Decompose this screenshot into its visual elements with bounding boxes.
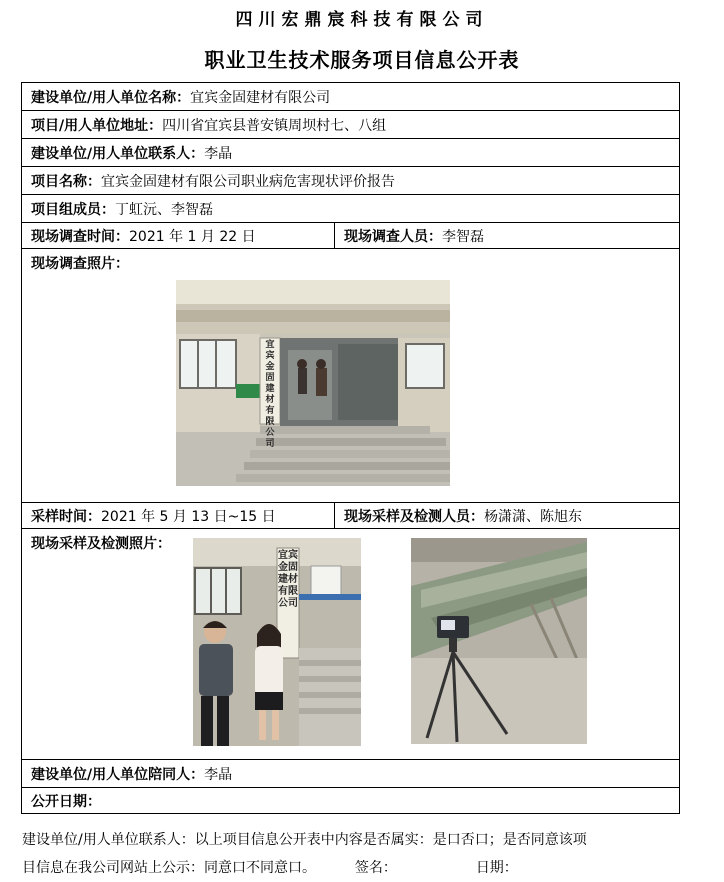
survey-time-value: 2021 年 1 月 22 日 [129, 228, 256, 245]
survey-photo [176, 280, 450, 486]
members-value: 丁虹沅、李智磊 [115, 201, 213, 218]
date-label: 日期： [475, 860, 518, 876]
publish-date-label: 公开日期： [31, 793, 101, 810]
employer-name-label: 建设单位/用人单位名称： [31, 89, 191, 106]
survey-staff-label: 现场调查人员： [344, 228, 442, 245]
staff-at-entrance-image [193, 538, 361, 746]
table-row [22, 139, 680, 167]
signature-label: 签名： [354, 860, 397, 876]
sampling-staff-label: 现场采样及检测人员： [344, 508, 484, 525]
sampling-tripod-image [411, 538, 587, 744]
confirmation-note [22, 826, 702, 882]
sign-text: 宜宾金固建材有限公司 [278, 550, 298, 609]
contact-value: 李晶 [204, 145, 233, 162]
table-row [22, 249, 680, 503]
sampling-staff-value: 杨潇潇、陈旭东 [484, 508, 582, 525]
project-name-label: 项目名称： [31, 173, 101, 190]
sampling-staff-photo [193, 538, 361, 746]
sign-text: 宜宾金固建材有限公司 [265, 340, 275, 449]
table-row [22, 167, 680, 195]
survey-staff-cell [335, 223, 680, 249]
employer-name-cell [22, 83, 680, 111]
employer-name-value: 宜宾金固建材有限公司 [190, 89, 331, 106]
survey-photo-label: 现场调查照片： [31, 256, 129, 272]
project-name-cell [22, 167, 680, 195]
address-cell [22, 111, 680, 139]
survey-time-label: 现场调查时间： [31, 228, 129, 245]
info-table [21, 82, 680, 814]
survey-photo-cell [22, 249, 680, 503]
confirmation-line-2 [22, 854, 702, 882]
sampling-time-label: 采样时间： [31, 508, 101, 525]
sampling-photo-cell [22, 529, 680, 760]
sampling-staff-cell [335, 503, 680, 529]
page-title: 职业卫生技术服务项目信息公开表 [204, 48, 520, 72]
confirmation-line-1: 建设单位/用人单位联系人：以上项目信息公开表中内容是否属实：是口否口；是否同意该项 [22, 832, 587, 848]
address-value: 四川省宜宾县普安镇周坝村七、八组 [162, 117, 387, 134]
contact-cell [22, 139, 680, 167]
accompany-cell [22, 760, 680, 788]
table-row [22, 788, 680, 814]
contact-label: 建设单位/用人单位联系人： [31, 145, 205, 162]
table-row [22, 760, 680, 788]
sampling-photo-label: 现场采样及检测照片： [31, 536, 171, 552]
address-label: 项目/用人单位地址： [31, 117, 163, 134]
building-entrance-image [176, 280, 450, 486]
sampling-time-value: 2021 年 5 月 13 日~15 日 [101, 508, 276, 525]
table-row [22, 195, 680, 223]
publish-date-cell [22, 788, 680, 814]
table-row [22, 223, 680, 249]
sampling-equipment-photo [411, 538, 587, 744]
project-name-value: 宜宾金固建材有限公司职业病危害现状评价报告 [101, 173, 395, 190]
members-cell [22, 195, 680, 223]
survey-staff-value: 李智磊 [442, 228, 484, 245]
table-row [22, 111, 680, 139]
members-label: 项目组成员： [31, 201, 115, 218]
table-row [22, 503, 680, 529]
accompany-label: 建设单位/用人单位陪同人： [31, 766, 205, 783]
consent-text: 目信息在我公司网站上公示：同意口不同意口。 [22, 860, 316, 876]
survey-time-cell [22, 223, 335, 249]
table-row [22, 529, 680, 760]
table-row [22, 83, 680, 111]
accompany-value: 李晶 [204, 766, 233, 783]
sampling-time-cell [22, 503, 335, 529]
company-name: 四川宏鼎宸科技有限公司 [235, 10, 489, 30]
